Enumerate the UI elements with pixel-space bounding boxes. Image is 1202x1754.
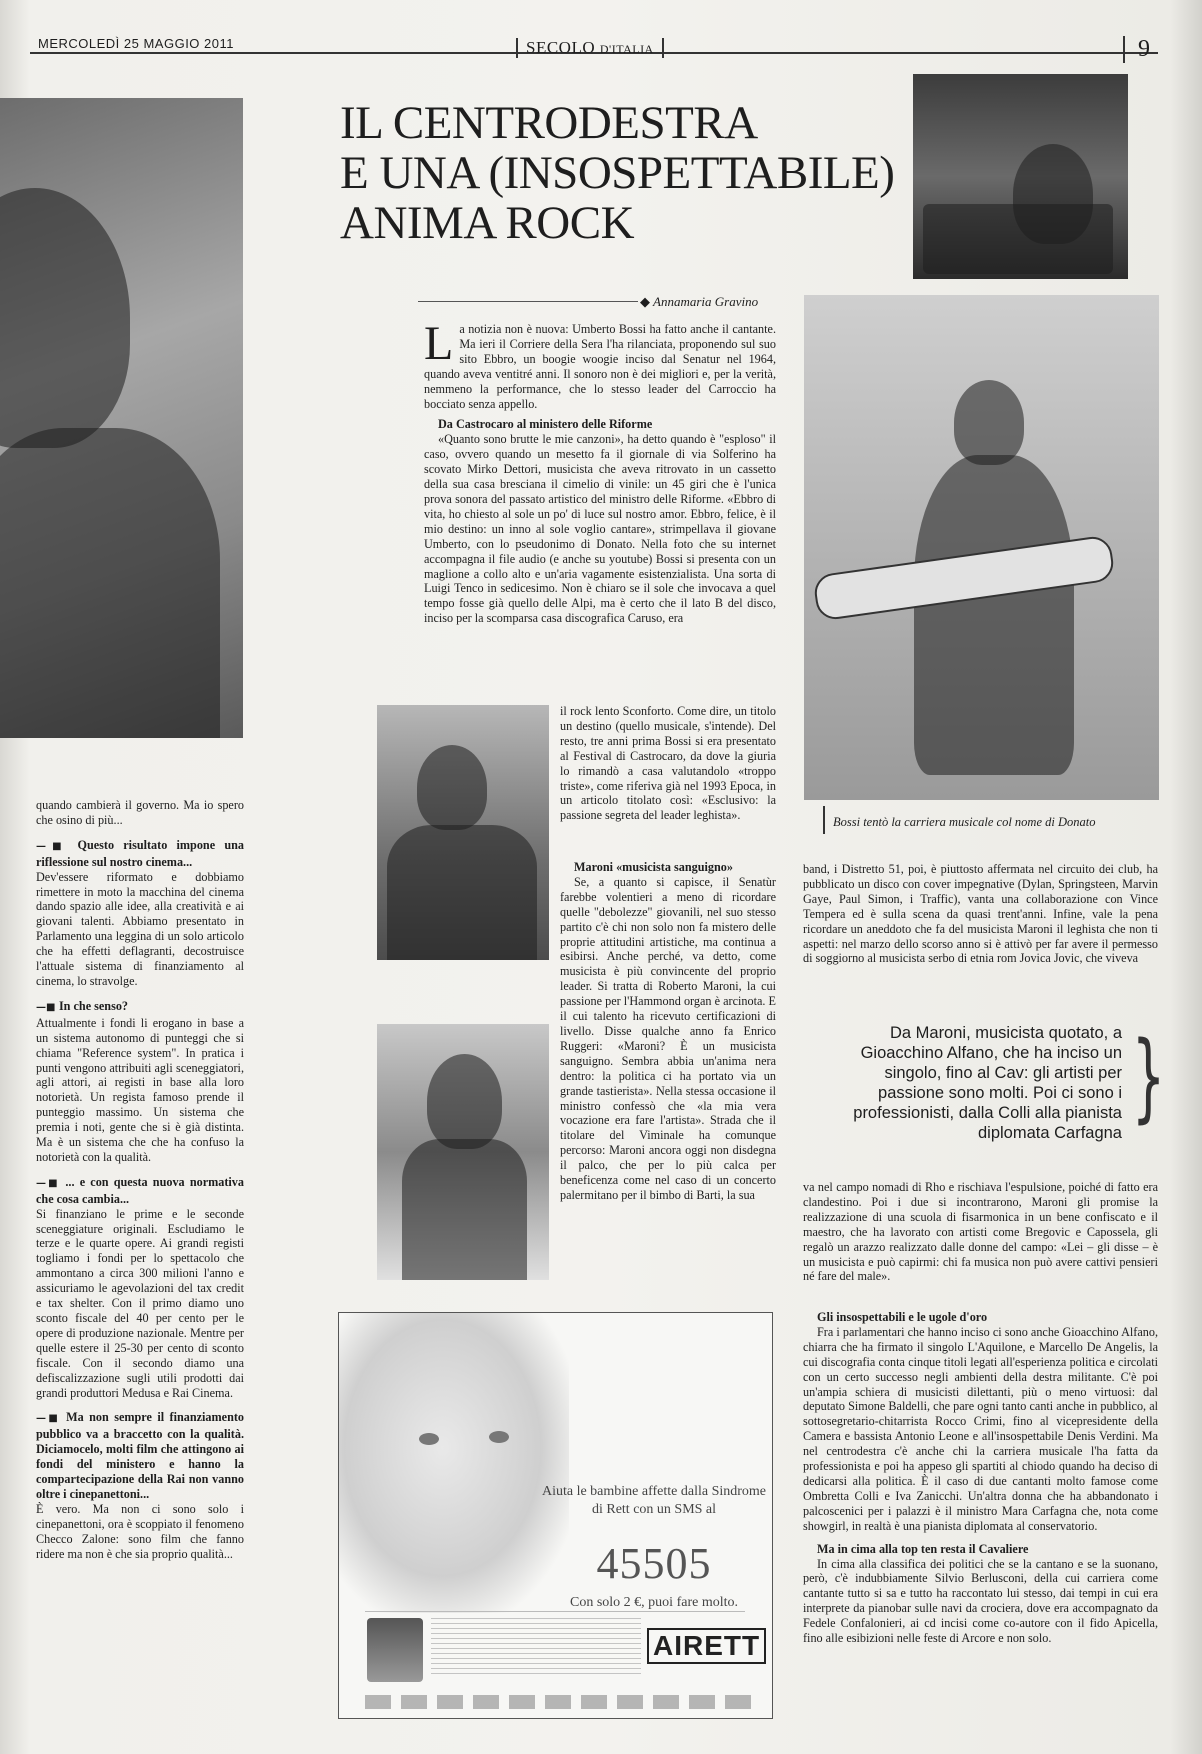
woman-portrait-photo — [377, 1024, 549, 1280]
headline-line-2: E UNA (INSOSPETTABILE) — [340, 147, 895, 199]
ad-appeal-text: Aiuta le bambine affette dalla Sindrome di Rett con un SMS al — [541, 1484, 767, 1517]
caption-rule — [823, 806, 825, 834]
ad-sms-number: 45505 — [596, 1539, 712, 1588]
issue-date: MERCOLEDÌ 25 MAGGIO 2011 — [38, 36, 234, 51]
article-column-right-2 — [803, 1180, 1158, 1284]
interview-answer: Attualmente i fondi li erogano in base a un sistema autonomo di punteggi che si chiama "Reference system". In pratica i punti vengono attribuiti agli sceneggiatori, agli attori, ai registi in base alla loro notorietà. Un regista famoso prende il punteggio massimo. Un sistema che premia i noti, gente che si è già distinta. Ma è un sistema che che ha confuso la notorietà con la qualità. — [36, 1015, 244, 1164]
interview-answer: Si finanziano le prime e le seconde sceneggiature originali. Escludiamo le terze e le quarte opere. Ai grandi registi togliamo i fondi per lo spettacolo che ammontano a circa 300 milioni l'anno e assicuriamo le agevolazioni del tax credit e tax shelter. Con il primo diamo uno sconto fiscale del 40 per cento per le opere di produzione nazionale. Mentre per quelle estere il 25-30 per cento di sconto fiscale. Con il secondo diamo una defiscalizzazione sugli utili prodotti dai grandi produttori Medusa e Rai Cinema. — [36, 1206, 244, 1400]
newspaper-name — [516, 38, 664, 58]
keyboard-player-photo — [913, 74, 1128, 279]
newspaper-name-small: D'ITALIA — [599, 42, 654, 56]
interview-question: —■ In che senso? — [36, 998, 129, 1013]
pull-quote-brace: } — [1131, 1021, 1166, 1133]
headline-line-3: ANIMA ROCK — [340, 197, 635, 249]
singer-photo — [377, 705, 549, 960]
author-name: Annamaria Gravino — [653, 294, 759, 309]
child-photo — [339, 1313, 569, 1613]
byline-rule — [418, 301, 638, 302]
subheading-castrocaro: Da Castrocaro al ministero delle Riforme — [438, 417, 653, 432]
interview-column — [36, 798, 244, 1562]
interview-question: —■ Ma non sempre il finanziamento pubblico va a braccetto con la qualità. Diciamocelo, molti film che attingono ai fondi del ministero e hanno la compartecipazione della Rai non vanno oltre i cinepanettoni... — [36, 1410, 244, 1501]
article-paragraph-1: «Quanto sono brutte le mie canzoni», ha detto quando è "esploso" il caso, ovvero quando un mesetto fa il giornale di via Solferino ha scovato Mirko Dettori, musicista che aveva ritrovato in un cassetto della sua casa bresciana il cimelio di vinile: un 45 giri che è l'unica prova sonora del passato artistico del ministro delle Riforme. «Ebbro di vita, ho chiesto al sole un po' di luce sul nostro amor. Ebbro, felice, è il mio destino: un inno al sole voglio cantare», strimpellava il giovane Umberto, con lo pseudonimo di Donato. Nella foto che su internet accompagna il file audio (e anche su youtube) Bossi si presenta con un maglione a collo alto e un'aria vagamente esistenzialista. Una sorta di Luigi Tenco in sedicesimo. Non è chiaro se il sole che invocava a quel tempo fosse già quello delle Alpi, ma è certo che il lato B del disco, inciso per la scomparsa casa discografica Caruso, era — [424, 432, 776, 626]
sponsor-logos — [365, 1695, 755, 1709]
article-column-right-3 — [803, 1310, 1158, 1646]
interview-answer: È vero. Ma non ci sono solo i cinepanettoni, ora è scoppiato il fenomeno Checco Zalone: sono film che fanno ridere ma non è che sia proprio qualità... — [36, 1501, 244, 1561]
article-paragraph-2: Se, a quanto si capisce, il Senatùr farebbe volentieri a meno di ricordare quelle "debolezze" giovanili, nel suo stesso partito c'è chi non solo non fa mistero delle proprie attitudini artistiche, ma continua a esibirsi. Anche perché, va detto, come musicista è più convincente del proprio leader. Si tratta di Roberto Maroni, la cui passione per l'Hammond organ è arcinota. E il cui talento ha ricevuto certificazioni di livello. Disse qualche anno fa Enrico Ruggeri: «Maroni? È un musicista sanguigno. Sembra abbia un'anima nera dentro: la politica ci ha portato via un grande tastierista». Nella stessa occasione il ministro confessò che «la mia vera vocazione era fare l'artista». Strada che il titolare del Viminale ha comunque percorso: Maroni ancora oggi non disdegna il palco, che per lo più calca per beneficenza come nel caso di un concerto palermitano per il bimbo di Barti, la sua — [560, 874, 776, 1202]
interview-question: —■ Questo risultato impone una riflessione sul nostro cinema... — [36, 837, 244, 869]
article-paragraph-6: In cima alla classifica dei politici che se la cantano e se la suonano, però, c'è indubbiamente Silvio Berlusconi, della cui carriera come cantante tutto si sa e tutto ha raccontato lui stesso, dai tempi in cui era interprete da pianobar sulle navi da crociera, dove era accompagnato da Fedele Confalonieri, ai cd incisi come co-autore con il fido Apicella, fino alle esibizioni nelle feste di Arcore e non solo. — [803, 1556, 1158, 1646]
byline: ◆ Annamaria Gravino — [640, 294, 759, 309]
interview-lead: quando cambierà il governo. Ma io spero che osino di più... — [36, 798, 244, 827]
article-column-narrow-2 — [560, 860, 776, 1203]
article-column-narrow — [560, 704, 776, 823]
subheading-maroni: Maroni «musicista sanguigno» — [574, 860, 733, 874]
advertisement — [338, 1312, 773, 1719]
headline — [340, 98, 900, 248]
airett-logo: AIRETT — [647, 1628, 766, 1664]
interview-answer: Dev'essere riformato e dobbiamo rimettere in moto la macchina del cinema dando spazio alle idee, alla creatività e ai giovani talenti. Abbiamo presentato in Parlamento una leggina di un solo articolo che ha effetti deflagranti, decostruisce l'attuale sistema di finanziamento al cinema, lo stravolge. — [36, 869, 244, 988]
interview-question: —■ ... e con questa nuova normativa che cosa cambia... — [36, 1174, 244, 1206]
ad-footer — [365, 1611, 761, 1689]
article-paragraph-1b: il rock lento Sconforto. Come dire, un titolo un destino (quello musicale, s'intende). Del resto, tre anni prima Bossi si era presentato al Festival di Castrocaro, da dove la giuria lo rimandò a casa valutandolo «troppo triste», come riferiva già nel 1993 Epoca, in un articolo titolato così: «Esclusivo: la passione segreta del leader leghista». — [560, 704, 776, 823]
article-column-right — [803, 862, 1158, 966]
headline-line-1: IL CENTRODESTRA — [340, 97, 758, 149]
pull-quote: Da Maroni, musicista quotato, a Gioacchino Alfano, che ha inciso un singolo, fino al Cav: gli artisti per passione sono molti. Poi ci sono i professionisti, dalla Colli alla pianista diplomata Carfagna — [853, 1024, 1122, 1142]
page-number: 9 — [1123, 36, 1163, 63]
article-paragraph-4: va nel campo nomadi di Rho e rischiava l'espulsione, poiché di fatto era clandestino. Poi i due si incontrarono, Maroni gli promise la realizzazione di una scuola di fisarmonica in un bene confiscato e il maestro, che ha lavorato con artisti come Bregovic e Capossela, gli regalò un arazzo realizzato dalle donne del campo: «Lei – gli disse – è un musicista e può capirmi: chi fa musica non può avere cattivi pensieri né fare del male». — [803, 1180, 1158, 1284]
testimonial-photo — [367, 1618, 423, 1682]
article-column-main — [424, 317, 776, 626]
article-paragraph-5: Fra i parlamentari che hanno inciso ci sono anche Gioacchino Alfano, chiarra che ha firmato il singolo L'Aquilone, e Marcello De Angelis, la cui discografia conta cinque titoli legati all'esperienza politica e circolati con un certo successo negli ambienti della destra militante. C'è poi un'ampia schiera di musicisti dilettanti, più o meno virtuosi: dal deputato Simone Baldelli, che pare ogni tanto canti anche in pubblico, al sottosegretario-chitarrista Rocco Crimi, fino al vicepresidente della Camera e bassista Antonio Leone e all'insospettabile Denis Verdini. Ma nel centrodestra c'è anche chi la carriera musicale l'ha fatta da professionista e poi ha appeso gli spartiti al chiodo quando ha deciso di dedicarsi alla politica. È il caso di due cantanti molto famose come Ombretta Colli e Iva Zanicchi. Un'altra donna che ha abbandonato i palcoscenici per i palazzi è il ministro Mara Carfagna che, nota come showgirl, in realtà è una pianista diplomata al conservatorio. — [803, 1324, 1158, 1533]
ad-subline: Con solo 2 €, puoi fare molto. — [570, 1595, 738, 1610]
article-paragraph-3: band, i Distretto 51, poi, è piuttosto affermata nel circuito dei club, ha pubblicato un disco con cover impegnative (Dylan, Springsteen, Marvin Gaye, Paul Simon, i Traffic), vanta una collaborazione con Vince Tempera ed è sulla scena da quasi trent'anni. Infine, vale la pena ricordare un aneddoto che fa del musicista Maroni il leghista che non ti aspetti: nel marzo dello scorso anno si è attivò per far avere il permesso di soggiorno al musicista serbo di etnia rom Jovica Jovic, che viveva — [803, 862, 1158, 966]
drop-cap: L — [424, 317, 454, 370]
photo-caption: Bossi tentò la carriera musicale col nome di Donato — [833, 815, 1096, 829]
newspaper-name-main: SECOLO — [526, 38, 596, 57]
subheading-cavaliere: Ma in cima alla top ten resta il Cavaliere — [817, 1541, 1029, 1556]
interview-photo — [0, 98, 243, 738]
bossi-guitar-photo — [804, 295, 1159, 800]
ad-fine-print — [431, 1618, 641, 1674]
intro-paragraph: La notizia non è nuova: Umberto Bossi ha fatto anche il cantante. Ma ieri il Corriere della Sera l'ha rilanciata, proponendo sul suo sito Ebbro, un boogie woogie inciso dal Senatur nel 1964, quando aveva ventitré anni. Il sonoro non è dei migliori e, per la verità, nemmeno la performance, che lo stesso leader del Carroccio ha bocciato senza appello. — [424, 317, 776, 411]
subheading-insospettabili: Gli insospettabili e le ugole d'oro — [817, 1310, 988, 1324]
